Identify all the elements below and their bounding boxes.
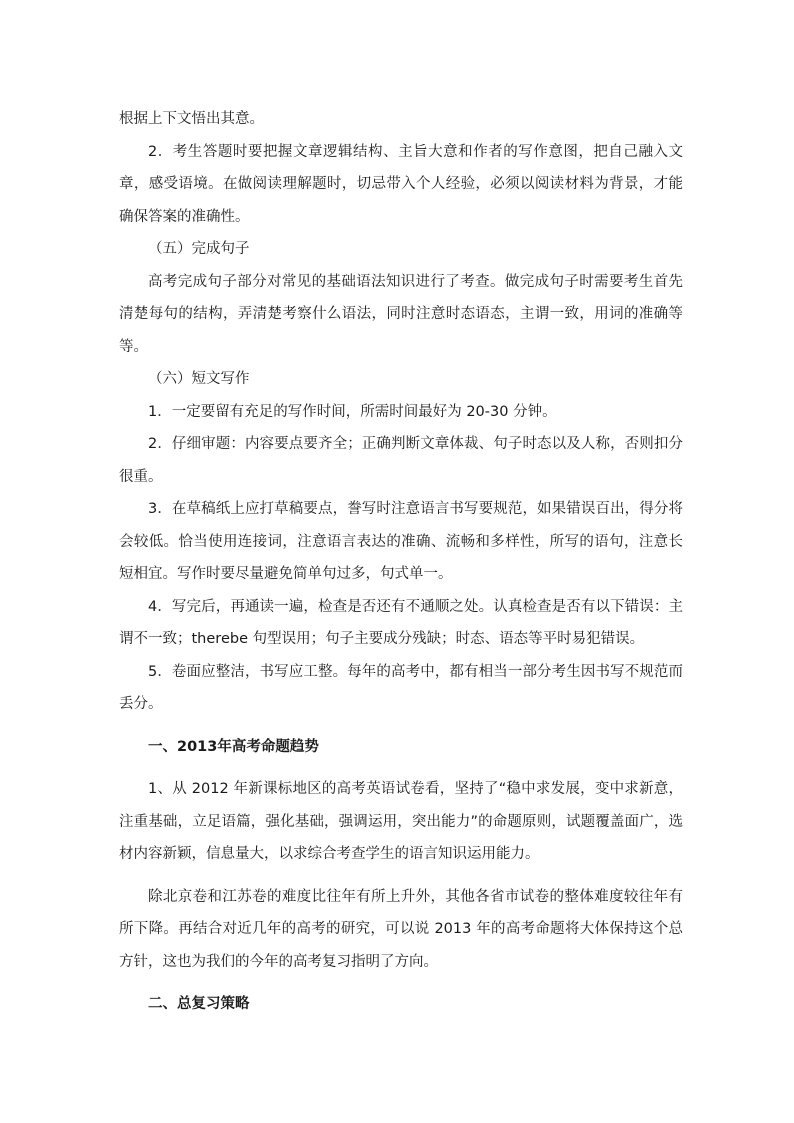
paragraph-reading-tip-2: 2．考生答题时要把握文章逻辑结构、主旨大意和作者的写作意图，把自己融入文章，感受语境。在做阅读理解题时，切忌带入个人经验，必须以阅读材料为背景，才能确保答案的准确性。 [119,143,683,225]
writing-tip-4: 4．写完后，再通读一遍，检查是否还有不通顺之处。认真检查是否有以下错误：主谓不一致；therebe 句型误用；句子主要成分残缺；时态、语态等平时易犯错误。 [119,598,683,647]
document-body [119,103,683,1021]
paragraph-complete-sentence: 高考完成句子部分对常见的基础语法知识进行了考查。做完成句子时需要考生首先清楚每句的结构，弄清楚考察什么语法，同时注意时态语态，主谓一致，用词的准确等等。 [119,273,683,355]
paragraph-trend-1: 1、从 2012 年新课标地区的高考英语试卷看，坚持了“稳中求发展，变中求新意，注重基础，立足语篇，强化基础，强调运用，突出能力”的命题原则，试题覆盖面广，选材内容新颖，信息量大，以求综合考查学生的语言知识运用能力。 [119,781,683,862]
section-title-complete-sentence: （五）完成句子 [148,241,250,257]
writing-tip-1: 1．一定要留有充足的写作时间，所需时间最好为 20-30 分钟。 [148,403,557,420]
paragraph-trend-2: 除北京卷和江苏卷的难度比往年有所上升外，其他各省市试卷的整体难度较往年有所下降。再结合对近几年的高考的研究，可以说 2013 年的高考命题将大体保持这个总方针，这也为我们的今年的高考复习指明了方向。 [119,888,683,970]
writing-tip-2: 2．仔细审题：内容要点要齐全；正确判断文章体裁、句子时态以及人称，否则扣分很重。 [119,436,683,485]
heading-exam-trend: 一、2013年高考命题趋势 [148,738,319,755]
paragraph-continuation: 根据上下文悟出其意。 [119,111,264,127]
section-title-short-writing: （六）短文写作 [148,371,250,387]
heading-review-strategy: 二、总复习策略 [148,996,250,1012]
writing-tip-5: 5．卷面应整洁，书写应工整。每年的高考中，都有相当一部分考生因书写不规范而丢分。 [119,663,683,712]
writing-tip-3: 3．在草稿纸上应打草稿要点，誊写时注意语言书写要规范，如果错误百出，得分将会较低。恰当使用连接词，注意语言表达的准确、流畅和多样性，所写的语句，注意长短相宜。写作时要尽量避免简单句过多，句式单一。 [119,501,683,582]
